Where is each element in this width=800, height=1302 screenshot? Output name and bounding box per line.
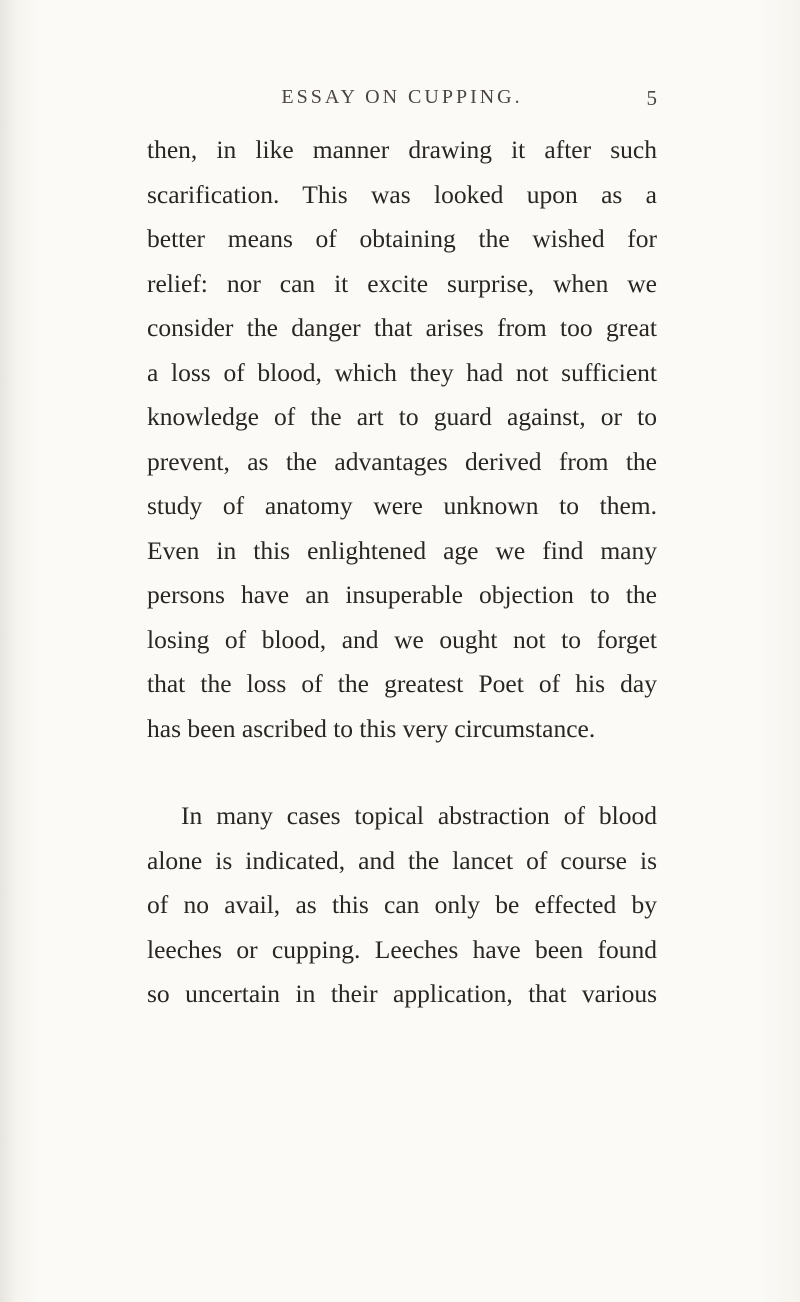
text-line: alone is indicated, and the lancet of course is (147, 845, 657, 875)
text-line: relief: nor can it excite surprise, when we (147, 268, 657, 298)
text-line: losing of blood, and we ought not to forget (147, 624, 657, 654)
text-line: scarification. This was looked upon as a (147, 179, 657, 209)
text-line: leeches or cupping. Leeches have been found (147, 934, 657, 964)
text-line: of no avail, as this can only be effected by (147, 890, 657, 919)
text-line: then, in like manner drawing it after such (147, 135, 657, 164)
paragraph-gap (147, 751, 657, 794)
body-text (147, 128, 657, 1017)
gutter-shadow (0, 0, 18, 1302)
page-number: 5 (646, 86, 657, 110)
text-line: study of anatomy were unknown to them. (147, 491, 657, 520)
text-line: persons have an insuperable objection to the (147, 580, 657, 609)
paragraph-1 (147, 128, 657, 751)
text-line: prevent, as the advantages derived from the (147, 446, 657, 476)
text-line: so uncertain in their application, that various (147, 979, 657, 1008)
text-line: that the loss of the greatest Poet of his day (147, 669, 657, 698)
running-title: ESSAY ON CUPPING. (281, 86, 523, 108)
text-line: knowledge of the art to guard against, or to (147, 402, 657, 431)
text-line: In many cases topical abstraction of blood (181, 801, 657, 830)
text-line: better means of obtaining the wished for (147, 224, 657, 253)
running-head (147, 86, 657, 118)
text-line: Even in this enlightened age we find many (147, 535, 657, 565)
text-line: consider the danger that arises from too great (147, 313, 657, 342)
paragraph-2 (147, 794, 657, 1017)
text-line: has been ascribed to this very circumstance. (147, 713, 596, 743)
text-line: a loss of blood, which they had not sufficient (147, 357, 657, 387)
